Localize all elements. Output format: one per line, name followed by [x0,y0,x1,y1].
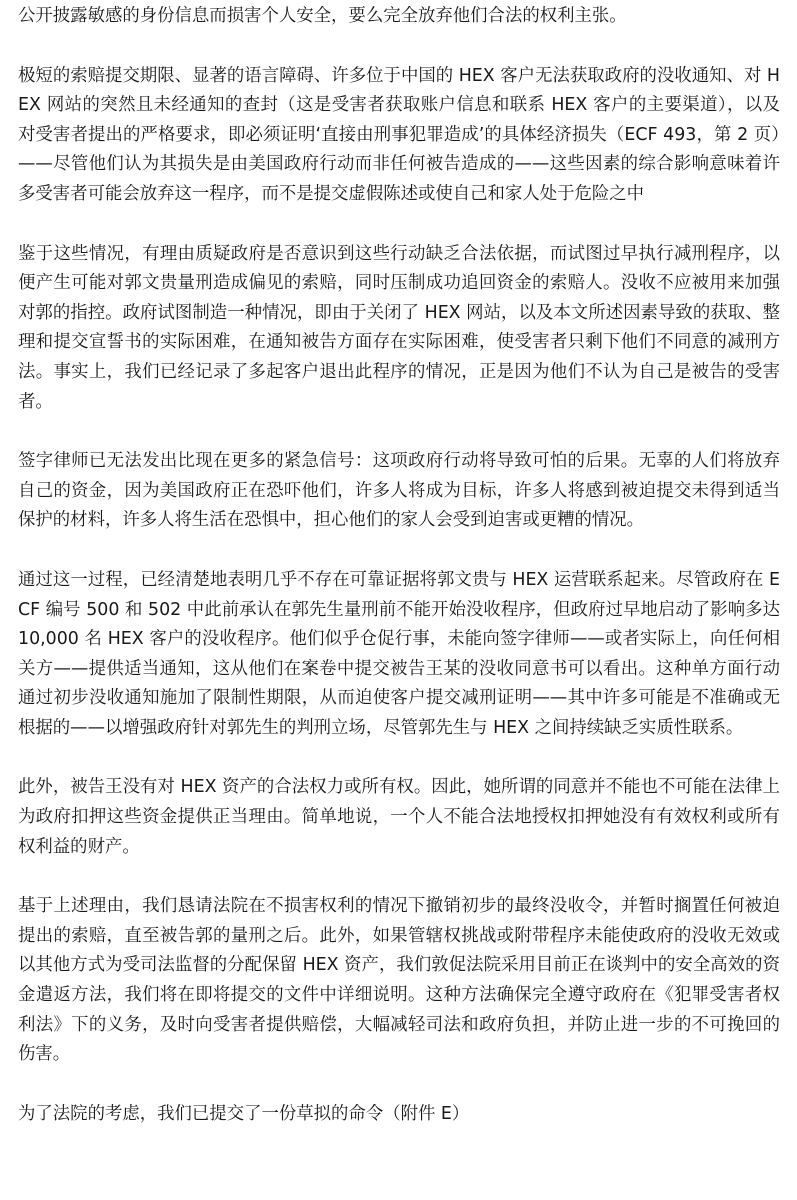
paragraph-6: 此外，被告王没有对 HEX 资产的合法权力或所有权。因此，她所谓的同意并不能也不可能在法律上为政府扣押这些资金提供正当理由。简单地说，一个人不能合法地授权扣押她没有有效权利或所有权利益的财产。 [18,777,780,857]
paragraph-1: 公开披露敏感的身份信息而损害个人安全，要么完全放弃他们合法的权利主张。 [18,6,627,26]
paragraph-2: 极短的索赔提交期限、显著的语言障碍、许多位于中国的 HEX 客户无法获取政府的没收通知、对 HEX 网站的突然且未经通知的查封（这是受害者获取账户信息和联系 HEX 客户的主要渠道），以及对受害者提出的严格要求，即必须证明‘直接由刑事犯罪造成’的具体经济损失（ECF 493，第 2 页）——尽管他们认为其损失是由美国政府行动而非任何被告造成的——这些因素的综合影响意味着许多受害者可能会放弃这一程序，而不是提交虚假陈述或使自己和家人处于危险之中 [18,65,780,204]
document-body [18,2,780,1159]
paragraph-3: 鉴于这些情况，有理由质疑政府是否意识到这些行动缺乏合法依据，而试图过早执行减刑程序，以便产生可能对郭文贵量刑造成偏见的索赔，同时压制成功追回资金的索赔人。没收不应被用来加强对郭的指控。政府试图制造一种情况，即由于关闭了 HEX 网站，以及本文所述因素导致的获取、整理和提交宣誓书的实际困难，在通知被告方面存在实际困难，使受害者只剩下他们不同意的减刑方法。事实上，我们已经记录了多起客户退出此程序的情况，正是因为他们不认为自己是被告的受害者。 [18,243,780,412]
paragraph-5: 通过这一过程，已经清楚地表明几乎不存在可靠证据将郭文贵与 HEX 运营联系起来。尽管政府在 ECF 编号 500 和 502 中此前承认在郭先生量刑前不能开始没收程序，但政府过早地启动了影响多达 10,000 名 HEX 客户的没收程序。他们似乎仓促行事，未能向签字律师——或者实际上，向任何相关方——提供适当通知，这从他们在案卷中提交被告王某的没收同意书可以看出。这种单方面行动通过初步没收通知施加了限制性期限，从而迫使客户提交减刑证明——其中许多可能是不准确或无根据的——以增强政府针对郭先生的判刑立场，尽管郭先生与 HEX 之间持续缺乏实质性联系。 [18,569,780,738]
paragraph-8: 为了法院的考虑，我们已提交了一份草拟的命令（附件 E） [18,1103,470,1124]
paragraph-4: 签字律师已无法发出比现在更多的紧急信号：这项政府行动将导致可怕的后果。无辜的人们将放弃自己的资金，因为美国政府正在恐吓他们，许多人将成为目标，许多人将感到被迫提交未得到适当保护的材料，许多人将生活在恐惧中，担心他们的家人会受到迫害或更糟的情况。 [18,451,780,531]
paragraph-7: 基于上述理由，我们恳请法院在不损害权利的情况下撤销初步的最终没收令，并暂时搁置任何被迫提出的索赔，直至被告郭的量刑之后。此外，如果管辖权挑战或附带程序未能使政府的没收无效或以其他方式为受司法监督的分配保留 HEX 资产，我们敦促法院采用目前正在谈判中的安全高效的资金遣返方法，我们将在即将提交的文件中详细说明。这种方法确保完全遵守政府在《犯罪受害者权利法》下的义务，及时向受害者提供赔偿，大幅减轻司法和政府负担，并防止进一步的不可挽回的伤害。 [18,896,780,1065]
